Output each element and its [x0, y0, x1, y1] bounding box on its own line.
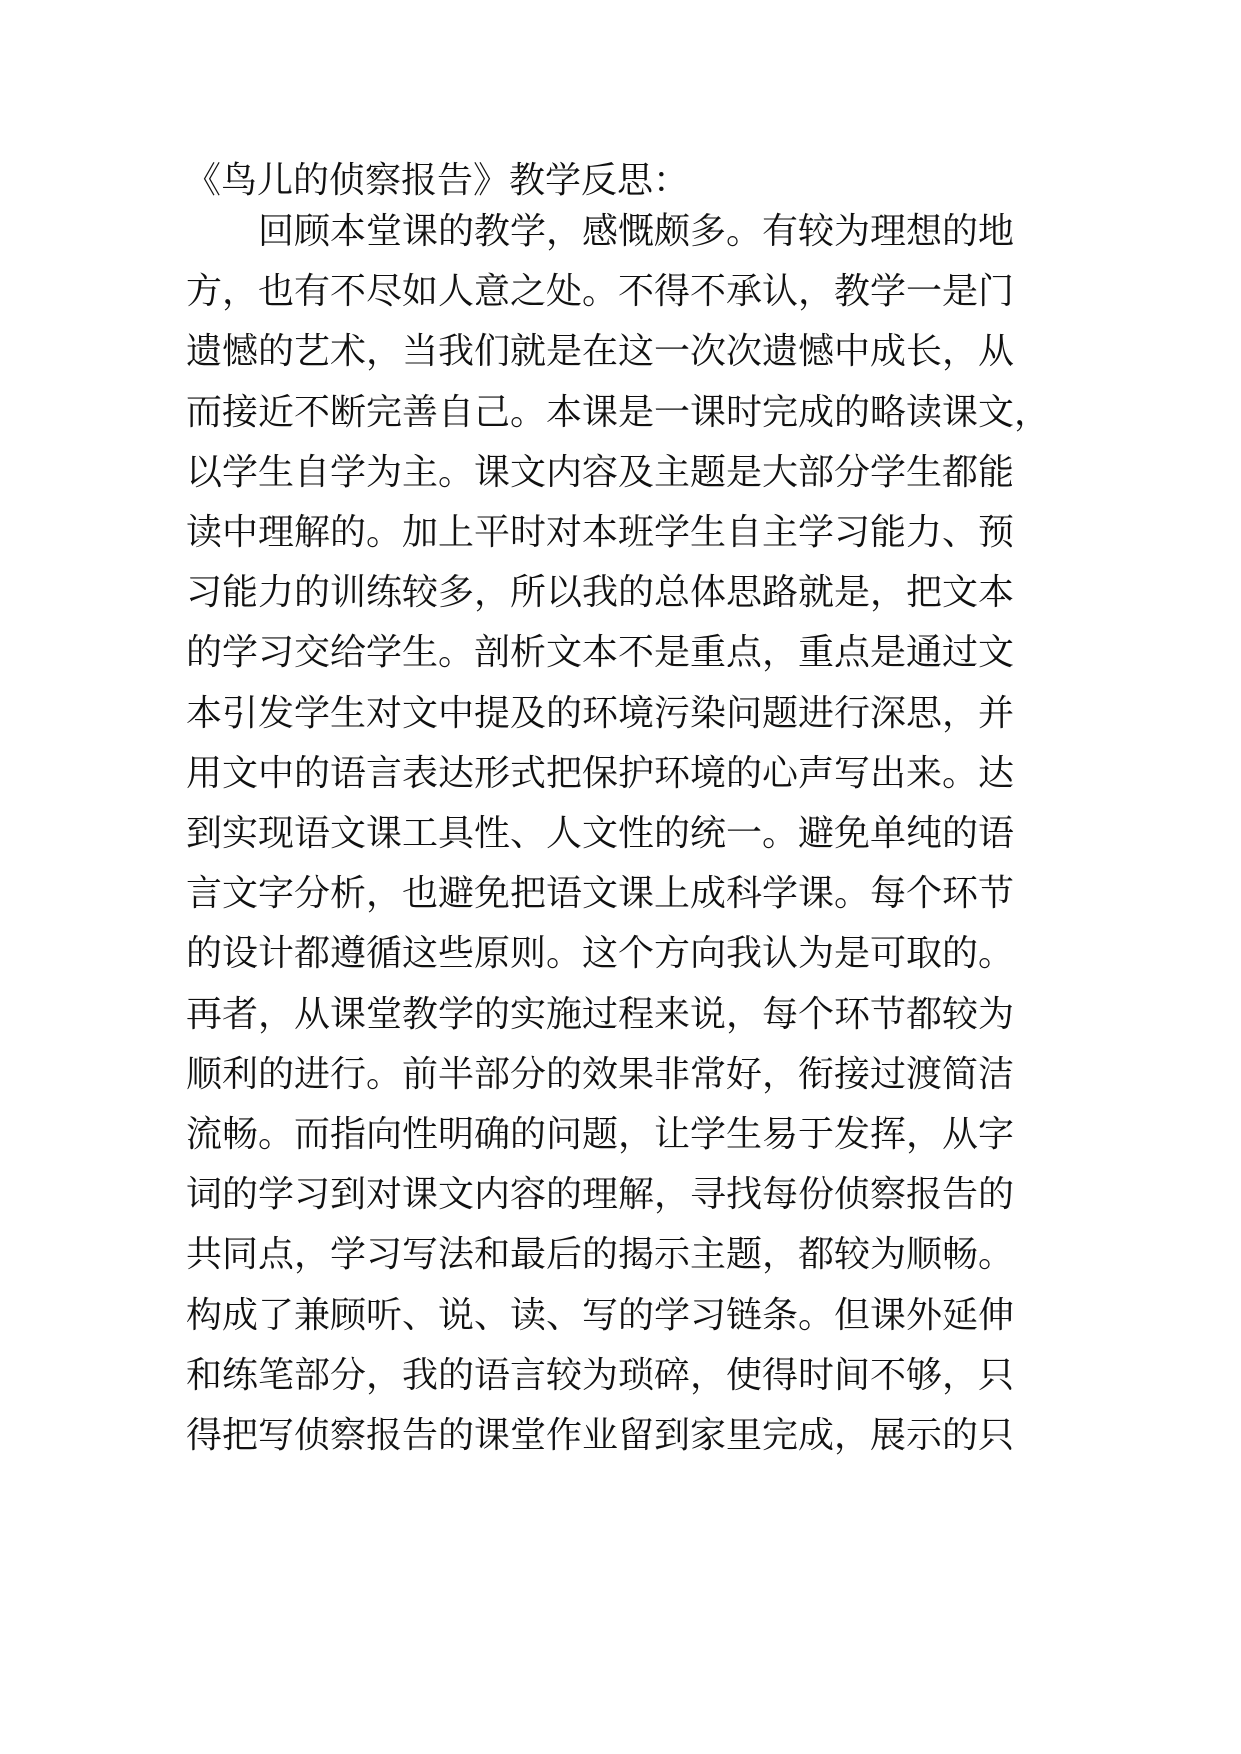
document-title: 《鸟儿的侦察报告》教学反思： — [185, 160, 690, 201]
paragraph-line: 和练笔部分，我的语言较为琐碎，使得时间不够，只 — [186, 1354, 1015, 1396]
paragraph-line: 到实现语文课工具性、人文性的统一。避免单纯的语 — [186, 813, 1015, 854]
paragraph-line: 再者，从课堂教学的实施过程来说，每个环节都较为 — [186, 993, 1015, 1035]
paragraph-line: 遗憾的艺术，当我们就是在这一次次遗憾中成长，从 — [186, 331, 1015, 373]
paragraph-line: 用文中的语言表达形式把保护环境的心声写出来。达 — [186, 752, 1015, 794]
paragraph-line: 词的学习到对课文内容的理解，寻找每份侦察报告的 — [186, 1174, 1015, 1216]
paragraph-line: 读中理解的。加上平时对本班学生自主学习能力、预 — [186, 512, 1015, 553]
paragraph-line: 的学习交给学生。剖析文本不是重点，重点是通过文 — [186, 632, 1015, 674]
paragraph-line: 的设计都遵循这些原则。这个方向我认为是可取的。 — [186, 933, 1015, 975]
paragraph-line: 言文字分析，也避免把语文课上成科学课。每个环节 — [186, 873, 1015, 915]
paragraph-line: 构成了兼顾听、说、读、写的学习链条。但课外延伸 — [186, 1294, 1015, 1336]
paragraph-line: 本引发学生对文中提及的环境污染问题进行深思，并 — [186, 692, 1015, 734]
paragraph-line: 得把写侦察报告的课堂作业留到家里完成，展示的只 — [186, 1415, 1015, 1456]
paragraph-line: 习能力的训练较多，所以我的总体思路就是，把文本 — [186, 572, 1015, 614]
paragraph-line: 方，也有不尽如人意之处。不得不承认，教学一是门 — [186, 271, 1015, 313]
paragraph-line: 以学生自学为主。课文内容及主题是大部分学生都能 — [186, 451, 1015, 493]
paragraph-line: 流畅。而指向性明确的问题，让学生易于发挥，从字 — [186, 1114, 1015, 1155]
paragraph-line: 共同点，学习写法和最后的揭示主题，都较为顺畅。 — [186, 1234, 1015, 1276]
paragraph-line: 而接近不断完善自己。本课是一课时完成的略读课文， — [186, 391, 1051, 433]
paragraph-line: 顺利的进行。前半部分的效果非常好，衔接过渡简洁 — [186, 1053, 1015, 1095]
paragraph-line: 回顾本堂课的教学，感慨颇多。有较为理想的地 — [186, 211, 1015, 252]
